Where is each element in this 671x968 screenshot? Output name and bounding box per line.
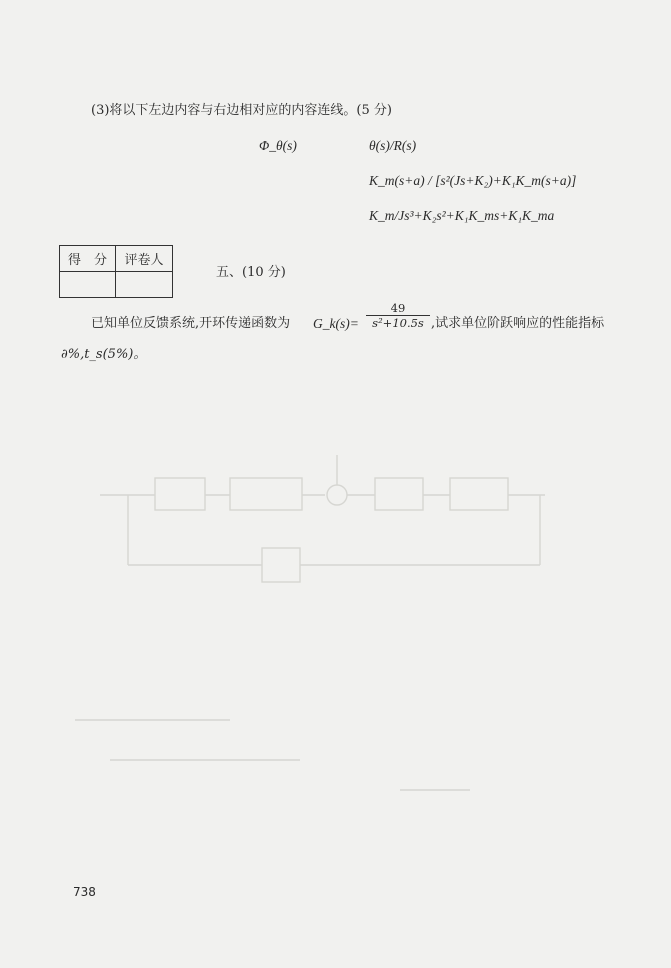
question3-prompt: (3)将以下左边内容与右边相对应的内容连线。(5 分)	[91, 103, 392, 118]
section5-line2: ∂%,t_s(5%)。	[61, 347, 147, 362]
right-item-1: θ(s)/R(s)	[369, 138, 417, 153]
section5-heading: 五、(10 分)	[216, 265, 286, 280]
fraction-numerator: 49	[390, 301, 406, 315]
score-table	[59, 245, 173, 298]
score-cell[interactable]	[60, 272, 116, 298]
score-header: 得 分	[60, 246, 116, 272]
section5-text-after: ,试求单位阶跃响应的性能指标	[431, 316, 605, 331]
right-item-2: K_m(s+a) / [s²(Js+K₂)+K₁K_m(s+a)]	[369, 173, 577, 188]
transfer-function-fraction	[366, 302, 430, 329]
phi-theta-label: Φ_θ(s)	[259, 138, 297, 153]
page-number: 738	[73, 885, 96, 899]
grader-cell[interactable]	[116, 272, 173, 298]
right-item-3: K_m/Js³+K₂s²+K₁K_ms+K₁K_ma	[369, 208, 555, 223]
section5-text-before: 已知单位反馈系统,开环传递函数为	[91, 316, 291, 331]
gk-label: G_k(s)=	[313, 316, 359, 331]
fraction-denominator: s²+10.5s	[372, 316, 424, 330]
grader-header: 评卷人	[116, 246, 173, 272]
